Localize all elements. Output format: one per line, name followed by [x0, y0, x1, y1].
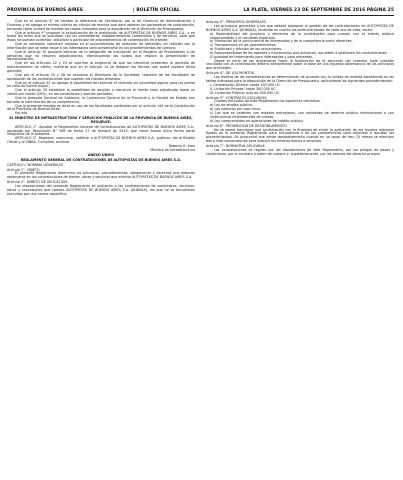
left-column-para-4: Que en los artículos 12 y 23 se suprime la exigencia de que los oferentes presenten la garantía de mantenimiento de oferta, mientras que en el artículo 13 se detallan las formas que podrá revestir dicha garantía; — [7, 61, 195, 73]
left-column-signature-15: Ministro de Infraestructura — [150, 147, 195, 152]
header-province: PROVINCIA DE BUENOS AIRES — [7, 8, 83, 13]
right-column-list-7: f) Igualdad de tratamiento para interesados y para oferentes. — [210, 54, 314, 59]
right-column-list-6: e) Responsabilidad de los agentes y funcionarios que autoricen, aprueben o gestionen las contrataciones. — [210, 50, 388, 55]
left-column-heading-16: ANEXO ÚNICO — [87, 152, 115, 157]
right-column-list-5: d) Publicidad y difusión de las actuaciones. — [210, 47, 283, 52]
left-column-para-2: Que es necesario introducir mejoras en el procedimiento de selección de oferentes, en relación con la información que se debe exigir a los interesados para presentarse en los procedimientos de compra; — [7, 42, 195, 50]
left-column-heading-11: EL MINISTRO DE INFRAESTRUCTURA Y SERVICIOS PÚBLICOS DE LA PROVINCIA DE BUENOS AIRES, RESUELVE: — [9, 116, 193, 124]
left-column-para-0: Que en el artículo 4° se cambia la referencia de Secretaría, por la de Gerencia de Administración y Finanzas y se agrega el mismo criterio de cálculo de montos que para obtener los parámetros de contratación, tomando como unidad de medida las tablas indicadas para la adquisición de la Dirección de Presupuesto; — [7, 19, 195, 31]
left-column-heading-17: REGLAMENTO GENERAL DE CONTRATACIONES DE AUTOPISTAS DE BUENOS AIRES S.A. — [20, 157, 182, 162]
right-column-para-15: Quedan excluidos de este Reglamento los siguientes contratos: — [214, 99, 321, 104]
right-column-subhead-14: Artículo 5°. CONTRATOS EXCLUIDOS. — [206, 95, 268, 100]
left-column-subhead-21: Artículo 2°. ÁMBITO DE APLICACIÓN. — [7, 180, 68, 185]
right-column-list-16: a) Los de empleo público. — [210, 103, 253, 108]
right-column-list-18: c) Los que se celebren con estados extranjeros, con entidades de derecho público internacional o con instituciones multilaterales de crédito. — [210, 110, 394, 119]
left-column-subhead-19: Artículo 1°. OBJETO. — [7, 167, 41, 172]
right-column-list-17: b) Las compras por caja chica. — [210, 107, 262, 112]
left-column-para-6: Que en el artículo 32 se agrega la posibilidad de rescindir el contrato sin penalidad alguna para las partes en caso de fuerza mayor; — [7, 80, 195, 89]
right-column-list-13: III. Licitación Pública: más de 300.000 UC. — [210, 90, 281, 95]
right-column-para-10: Los montos de las contrataciones se determinarán de acuerdo con la unidad de medida establecida en las tablas indicadas para la adquisición de la Dirección de Presupuesto, aplicándose los siguientes procedimientos: — [206, 75, 394, 84]
left-column-subhead-18: CAPÍTULO I: NORMAS GENERALES — [7, 162, 64, 167]
right-column-para-21: No se podrá fraccionar una contratación con la finalidad de eludir la aplicación de los montos máximos fijados en el presente Reglamento para encuadrarla o de las competencias para autorizar o aprobar los procedimientos. Se presumirá que existe desdoblamiento cuando en un lapso de tres (3) meses se efectúen dos o más convocatorias para adquirir los mismos bienes o servicios. — [206, 127, 394, 144]
left-column-para-22: Las disposiciones del presente Reglamento se aplicarán a las contrataciones de suministros, servicios, obras y concesiones que celebre AUTOPISTAS DE BUENOS AIRES S.A. (AUBASA), las que no se encuentren excluidas por una norma específica. — [7, 184, 195, 196]
left-column-para-3: Que el artículo 10 propone eliminar de la obligación de inscripción en el Registro de Proveedores a las personas que no resulten adjudicatarias, disminuyendo los costos que implica la presentación de documentación; — [7, 49, 195, 62]
left-column-para-12: ARTÍCULO 1°. Aprobar el Reglamento General de Contrataciones de AUTOPISTAS DE BUENOS AIRES S.A., aprobado por Resolución N° 398 de fecha 27 de octubre de 2015, que como Anexo único forma parte integrante de la presente. — [7, 124, 195, 137]
right-column-list-3: b) Promoción de la concurrencia de interesados y de la competencia entre oferentes. — [210, 39, 353, 44]
left-column-para-1: Que el artículo 9° propone la actualización de la prohibición de AUTOPISTAS DE BUENOS AIRES S.A., y en todos los actos que se suscriban con los proveedores, establecimientos comerciales y de servicios, para que éstos no puedan contratar, adjudicar o participar de procedimientos de contratación en trámite; — [7, 30, 195, 43]
left-column-para-13: ARTÍCULO 2°. Registrar, comunicar, notificar a AUTOPISTAS DE BUENOS AIRES S.A., publicar, dar al Boletín Oficial y al SINBA. Cumplido, archivar. — [7, 136, 195, 145]
left-column-para-9: Que la presente medida se dicta en uso de las facultades conferidas por el artículo 144 de la Constitución de la Provincia de Buenos Aires; — [7, 103, 195, 112]
right-column-list-19: d) Los comprendidos en operaciones de crédito público. — [210, 118, 304, 123]
left-column-para-8: Que la Asesoría General de Gobierno, la Contaduría General de la Provincia y la Fiscalía de Estado han tomado la intervención de su competencia; — [7, 95, 195, 104]
left-column-para-7: Que el artículo 33 establece la posibilidad de ampliar o disminuir el monto total adjudicado hasta un veinte por ciento (20%), en las condiciones y precios pactados; — [7, 88, 195, 97]
right-column-para-8: Desde el inicio de las actuaciones hasta la finalización de la ejecución del contrato, toda cuestión vinculada con la contratación deberá interpretarse sobre la base de una rigurosa observancia de los principios que anteceden. — [206, 58, 394, 71]
right-column-subhead-22: Artículo 7°. NORMATIVA APLICABLE. — [206, 144, 266, 149]
right-column-subhead-20: Artículo 6°. PROHIBICIÓN DE DESDOBLAMIENTO. — [206, 123, 288, 128]
left-column-signature-14: Roberto G. Ares — [168, 144, 195, 148]
left-column-para-20: El presente Reglamento determina los principios, procedimientos, obligaciones y derechos que deberán observarse en las contrataciones de bienes, obras y servicios que efectúe AUTOPISTAS DE BUENOS AIRES S.A. — [7, 171, 195, 180]
right-column-list-2: a) Razonabilidad del proyecto y eficiencia de la contratación para cumplir con el interés público comprometido y el resultado esperado. — [210, 31, 394, 40]
left-column-para-10: Por ello, — [15, 111, 29, 116]
right-column-subhead-0: Artículo 3°. PRINCIPIOS GENERALES. — [206, 20, 267, 25]
right-column-list-11: I. Contratación Directa: hasta 100.000 UC. — [210, 82, 282, 87]
left-column-para-5: Que por el artículo 25 y 28 se actualiza el Directorio de la Sociedad, respecto de las facultades de aprobación de las contrataciones que superen los montos previstos; — [7, 72, 195, 81]
right-column-list-4: c) Transparencia en los procedimientos. — [210, 43, 277, 48]
right-column-subhead-9: Artículo 4°. DE LOS MONTOS. — [206, 71, 256, 76]
header-date-page: LA PLATA, VIERNES 23 DE SEPTIEMBRE DE 2016 PÁGINA 25 — [243, 8, 394, 13]
header-bulletin: | BOLETÍN OFICIAL — [133, 8, 180, 13]
right-column-para-23: Las contrataciones se regirán por las disposiciones de este Reglamento, por los pliegos de bases y condiciones, por el contrato u orden de compra y, supletoriamente, por las normas del derecho privado. — [206, 147, 394, 156]
page-header — [7, 7, 394, 16]
right-column-para-1: Los principios generales a los que deberá ajustarse la gestión de las contrataciones de AUTOPISTAS DE BUENOS AIRES S.A. (AUBASA), teniendo en cuenta las particularidades de cada una de ellas, serán: — [206, 24, 394, 32]
right-column — [206, 20, 394, 157]
right-column-list-12: II. Licitación Privada: hasta 300.000 UC. — [210, 86, 277, 91]
left-column — [7, 20, 195, 197]
